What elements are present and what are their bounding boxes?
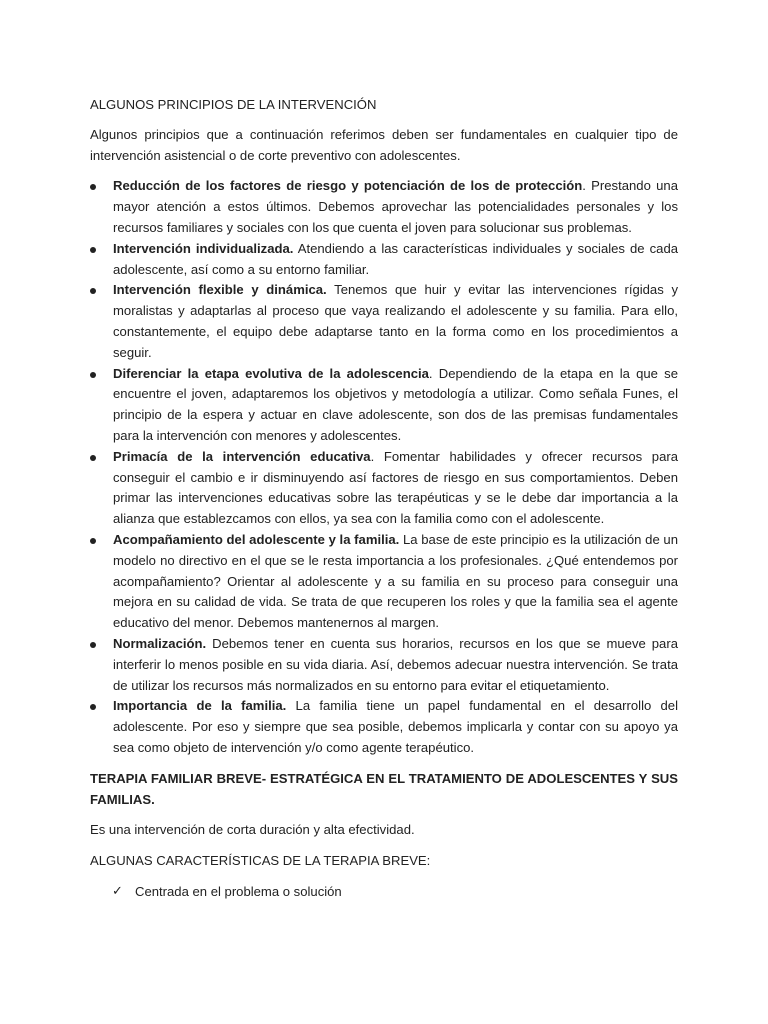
- principle-text: . Dependiendo de la etapa en la que se encuentre el joven, adaptaremos los objetivos y metodología a utilizar. Como señala Funes, el principio de la espera y actuar en clave adolescente, son dos de las premisas fundamentales para la intervención con menores y adolescentes.: [113, 365, 678, 443]
- principle-term: Acompañamiento del adolescente y la familia.: [113, 531, 400, 547]
- principle-term: Normalización.: [113, 635, 207, 651]
- list-item: [90, 530, 678, 634]
- characteristic-text: Centrada en el problema o solución: [135, 883, 342, 899]
- principle-text: La base de este principio es la utilización de un modelo no directivo en el que se le resta importancia a los profesionales. ¿Qué entendemos por acompañamiento? Orientar al adolescente y a su familia en su proceso para conseguir una mejora en su calidad de vida. Se trata de que recuperen los roles y que la familia sea el agente educativo del menor. Debemos mantenernos al margen.: [113, 531, 678, 631]
- bullet-icon: [90, 288, 96, 294]
- characteristics-list: [90, 882, 678, 903]
- principle-term: Importancia de la familia.: [113, 698, 287, 714]
- section-title: TERAPIA FAMILIAR BREVE- ESTRATÉGICA EN EL TRATAMIENTO DE ADOLESCENTES Y SUS FAMILIAS.: [90, 770, 678, 807]
- list-item: [90, 280, 678, 363]
- principle-term: Intervención flexible y dinámica.: [113, 282, 327, 298]
- principle-text: . Prestando una mayor atención a estos últimos. Debemos aprovechar las potencialidades personales y los recursos familiares y sociales con los que cuenta el joven para solucionar sus problemas.: [113, 178, 678, 235]
- list-item: [90, 239, 678, 281]
- bullet-icon: [90, 642, 96, 648]
- list-item: [90, 634, 678, 696]
- principle-term: Primacía de la intervención educativa: [113, 448, 371, 464]
- principle-text: . Fomentar habilidades y ofrecer recursos para conseguir el cambio e ir disminuyendo así factores de riesgo en sus comportamientos. Deben primar las intervenciones educativas sobre las terapéuticas y se le debe dar importancia a la alianza que establezcamos con ellos, ya sea con la familia como con el adolescente.: [113, 448, 678, 527]
- bullet-icon: [90, 372, 96, 378]
- principle-term: Reducción de los factores de riesgo y potenciación de los de protección: [113, 178, 583, 194]
- list-item: [90, 447, 678, 530]
- principles-list: [90, 176, 678, 758]
- principle-text: Atendiendo a las características individuales y sociales de cada adolescente, así como a su entorno familiar.: [113, 240, 679, 277]
- section-intro: Es una intervención de corta duración y alta efectividad.: [90, 822, 415, 838]
- principle-term: Diferenciar la etapa evolutiva de la adolescencia: [113, 365, 429, 381]
- bullet-icon: [90, 704, 96, 710]
- principle-text: Tenemos que huir y evitar las intervenciones rígidas y moralistas y adaptarlas al proceso que vaya realizando el adolescente y su familia. Para ello, constantemente, el equipo debe adaptarse tanto en la forma como en los procedimientos a seguir.: [113, 282, 678, 360]
- bullet-icon: [90, 184, 96, 190]
- bullet-icon: [90, 247, 96, 253]
- principle-term: Intervención individualizada.: [113, 240, 294, 256]
- principle-text: La familia tiene un papel fundamental en el desarrollo del adolescente. Por eso y siempre que sea posible, debemos implicarla y contar con su apoyo ya sea como objeto de intervención y/o como agente terapéutico.: [113, 698, 678, 755]
- intro-paragraph: Algunos principios que a continuación referimos deben ser fundamentales en cualquier tipo de intervención asistencial o de corte preventivo con adolescentes.: [90, 126, 678, 163]
- check-icon: ✓: [112, 883, 123, 899]
- characteristics-heading: ALGUNAS CARACTERÍSTICAS DE LA TERAPIA BREVE:: [90, 853, 431, 869]
- list-item: [90, 696, 678, 758]
- section-heading: ALGUNOS PRINCIPIOS DE LA INTERVENCIÓN: [90, 97, 377, 112]
- principle-text: Debemos tener en cuenta sus horarios, recursos en los que se mueve para interferir lo menos posible en su vida diaria. Así, debemos adecuar nuestra intervención. Se trata de utilizar los recursos más normalizados en su entorno para evitar el etiquetamiento.: [113, 635, 678, 693]
- list-item: [90, 882, 678, 903]
- bullet-icon: [90, 538, 96, 544]
- list-item: [90, 176, 678, 238]
- bullet-icon: [90, 455, 96, 461]
- list-item: [90, 364, 678, 447]
